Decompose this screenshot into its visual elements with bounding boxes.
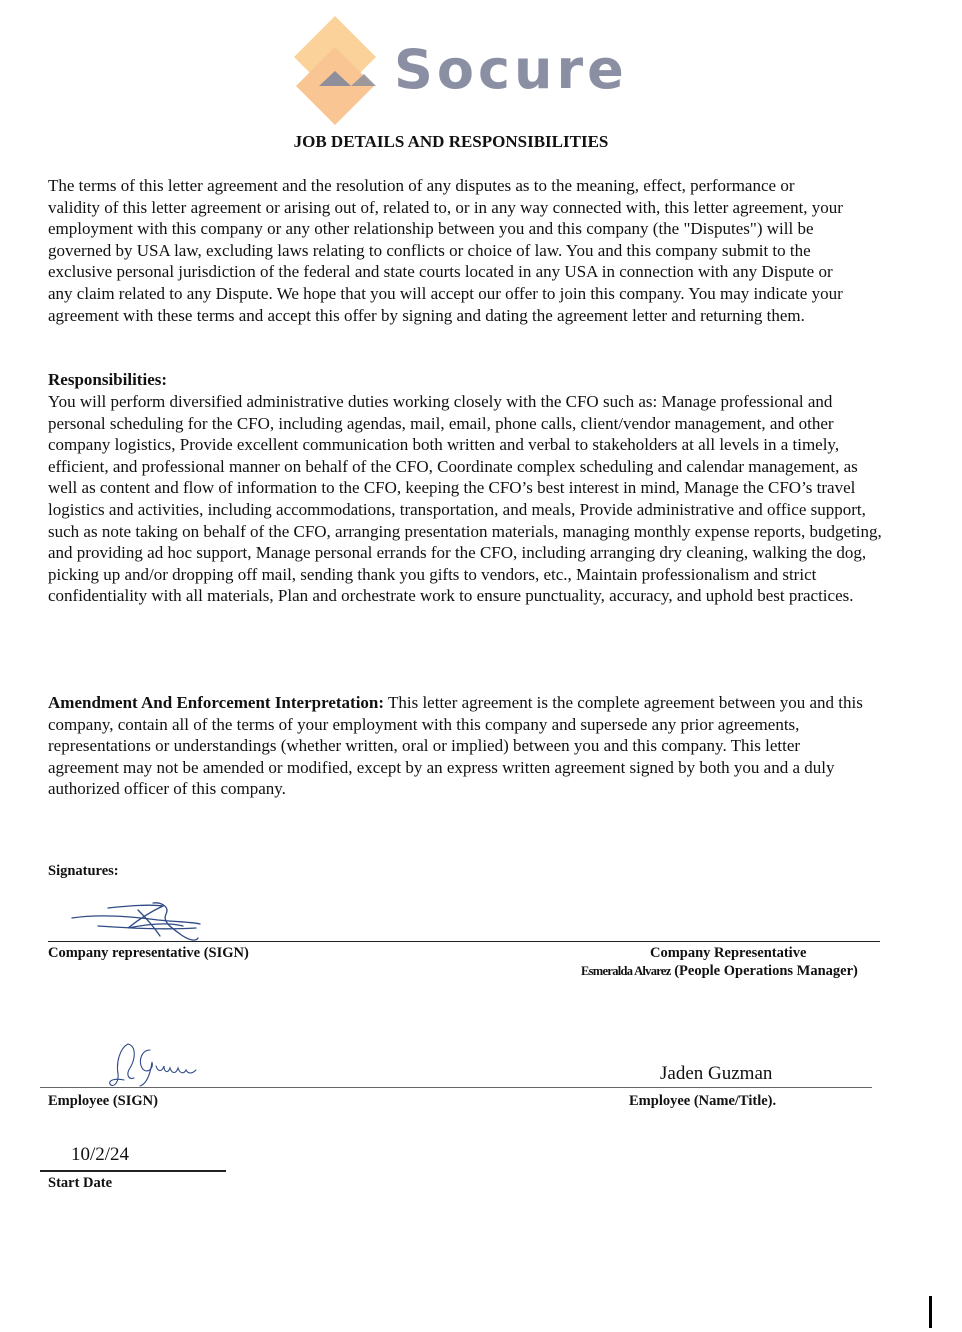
company-rep-title-label: Company Representative <box>650 945 807 961</box>
start-date-label: Start Date <box>48 1175 113 1191</box>
company-logo <box>288 14 628 128</box>
signatures-heading: Signatures: <box>48 863 119 879</box>
company-representative-signature <box>68 898 208 946</box>
employee-name-label: Employee (Name/Title). <box>629 1093 777 1109</box>
company-rep-sign-label: Company representative (SIGN) <box>48 945 249 961</box>
company-signature-line <box>48 941 880 942</box>
start-date-value: 10/2/24 <box>71 1144 130 1165</box>
company-rep-name: Esmeralda Alvarez <box>581 964 671 978</box>
employee-name-value: Jaden Guzman <box>660 1063 773 1084</box>
responsibilities-heading: Responsibilities: <box>48 370 168 389</box>
company-rep-role: (People Operations Manager) <box>670 963 858 979</box>
company-rep-name-label <box>581 963 858 980</box>
page-title: JOB DETAILS AND RESPONSIBILITIES <box>293 132 609 151</box>
start-date-line <box>40 1170 226 1172</box>
employee-signature-line <box>40 1087 872 1088</box>
responsibilities-paragraph: You will perform diversified administrative duties working closely with the CFO such as: Manage professional and personal scheduling for the CFO, including agendas, mail, email, phone calls, client/vendor management, and other company logistics, Provide excellent communication both written and verbal to stakeholders at all levels in a timely, efficient, and professional manner on behalf of the CFO, Coordinate complex scheduling and calendar management, as well as content and flow of information to the CFO, keeping the CFO’s best interest in mind, Manage the CFO’s travel logistics and activities, including accommodations, transportation, and meals, Provide administrative and office support, such as note taking on behalf of the CFO, arranging presentation materials, managing monthly expense reports, budgeting, and providing ad hoc support, Manage personal errands for the CFO, including arranging dry cleaning, walking the dog, picking up and/or dropping off mail, sending thank you gifts to vendors, etc., Maintain professionalism and strict confidentiality with all materials, Plan and orchestrate work to ensure punctuality, accuracy, and uphold best practices. <box>48 392 882 606</box>
logo-wordmark: Socure <box>394 38 628 101</box>
text-cursor <box>929 1296 932 1328</box>
logo-mark-icon <box>288 14 408 128</box>
amendment-text: This letter agreement is the complete agreement between you and this company, contain all of the terms of your employment with this company and supersede any prior agreements, representations or understandings (whether written, oral or implied) between you and this company. This letter agreement may not be amended or modified, except by an express written agreement signed by both you and a duly authorized officer of this company. <box>48 693 863 799</box>
amendment-paragraph <box>48 692 868 800</box>
employee-sign-label: Employee (SIGN) <box>48 1093 158 1109</box>
employee-signature <box>106 1040 202 1090</box>
disputes-paragraph: The terms of this letter agreement and the resolution of any disputes as to the meaning, effect, performance or validity of this letter agreement or arising out of, related to, or in any way connected with, this letter agreement, your employment with this company or any other relationship between you and this company (the "Disputes") will be governed by USA law, excluding laws relating to conflicts or choice of law. You and this company submit to the exclusive personal jurisdiction of the federal and state courts located in any USA in connection with any Dispute or any claim related to any Dispute. We hope that you will accept our offer to join this company. You may indicate your agreement with these terms and accept this offer by signing and dating the agreement letter and returning them. <box>48 176 843 325</box>
amendment-heading: Amendment And Enforcement Interpretation: <box>48 693 385 712</box>
